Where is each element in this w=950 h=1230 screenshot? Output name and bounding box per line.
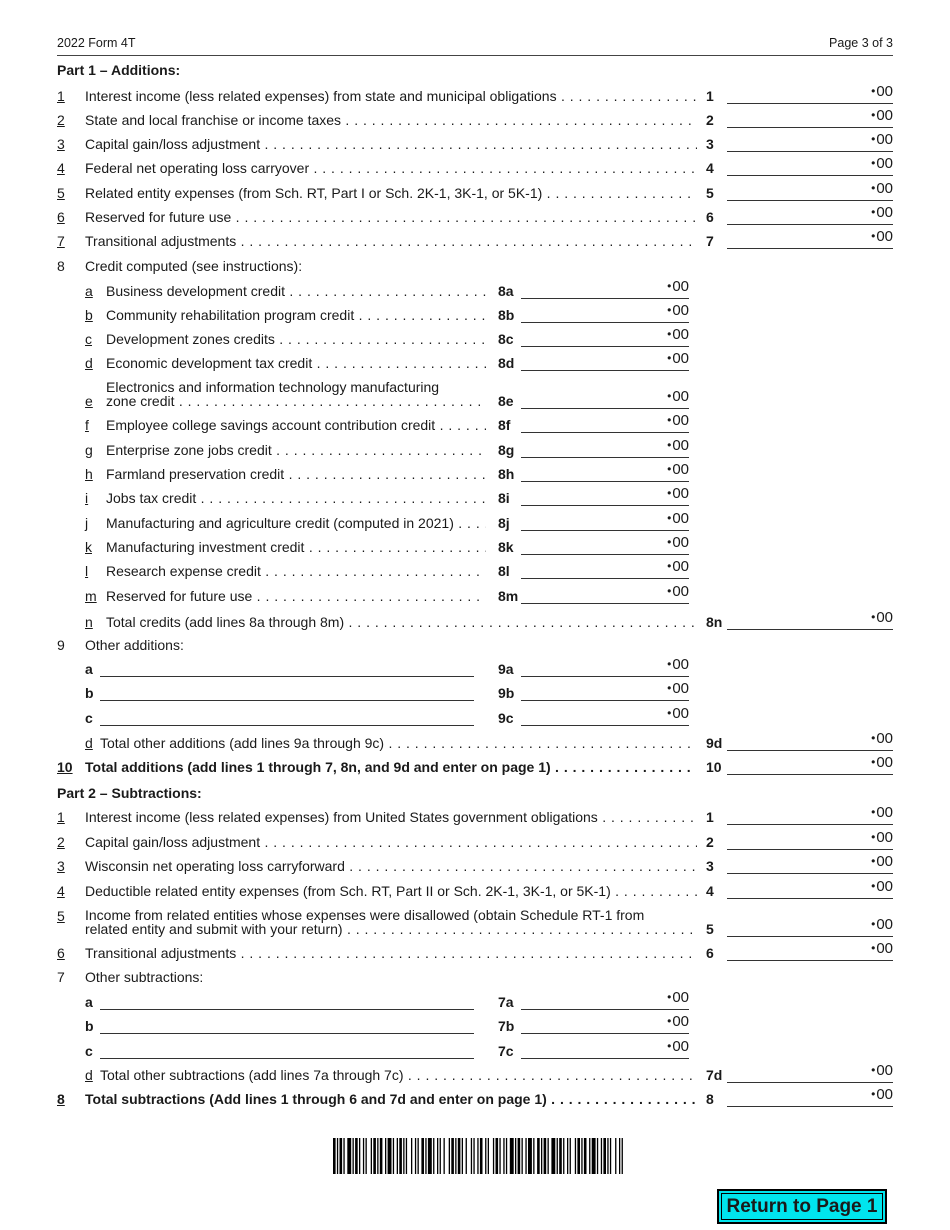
- line-7d-amount-field[interactable]: [727, 1065, 893, 1083]
- part2-line-5-amount-field[interactable]: [727, 919, 893, 937]
- line-8e: [0, 379, 950, 413]
- line-8n: [0, 609, 950, 634]
- line-7b-amount-field[interactable]: [521, 1016, 689, 1034]
- sub-line-label: a: [85, 661, 93, 677]
- line-number: 8h: [498, 466, 515, 482]
- line-8h: [0, 461, 950, 486]
- line-number: 2: [706, 112, 714, 128]
- line-9d-amount-field[interactable]: [727, 733, 893, 751]
- line-8k: [0, 534, 950, 559]
- line-number: 1: [706, 88, 714, 104]
- line-8d: [0, 350, 950, 375]
- line-8c: [0, 326, 950, 351]
- line-9a-description-field[interactable]: [100, 660, 474, 677]
- cents-label: • 00: [667, 412, 689, 429]
- line-label: 5: [57, 185, 65, 201]
- form-title: 2022 Form 4T: [57, 36, 136, 50]
- line-label: 3: [57, 136, 65, 152]
- line-9b: [0, 680, 950, 705]
- line-label: 7: [57, 969, 65, 985]
- part1-line-4-amount-field[interactable]: [727, 158, 893, 176]
- part2-line-3-amount-field[interactable]: [727, 856, 893, 874]
- part1-line-1: [0, 83, 950, 108]
- line-9c: [0, 705, 950, 730]
- sub-line-label: j: [85, 515, 89, 531]
- line-description: Interest income (less related expenses) from United States government obligations . . .: [85, 809, 697, 825]
- line-8-header: 8 Credit computed (see instructions):: [57, 258, 303, 274]
- line-number: 7b: [498, 1018, 515, 1034]
- cents-label: • 00: [871, 804, 893, 821]
- line-number: 5: [706, 185, 714, 201]
- line-8g-amount-field[interactable]: [521, 440, 689, 458]
- cents-label: • 00: [667, 558, 689, 575]
- part1-line-3-amount-field[interactable]: [727, 134, 893, 152]
- line-8i: [0, 485, 950, 510]
- part2-line-7-header: [0, 969, 950, 989]
- part1-line-5: [0, 180, 950, 205]
- line-description: Electronics and information technology manufacturing: [106, 379, 440, 395]
- line-8f: [0, 412, 950, 437]
- cents-label: • 00: [667, 656, 689, 673]
- line-description: related entity and submit with your return) . . .: [85, 921, 697, 937]
- part2-line-4: [0, 878, 950, 903]
- line-number: 8i: [498, 490, 510, 506]
- cents-label: • 00: [667, 510, 689, 527]
- cents-label: • 00: [667, 302, 689, 319]
- line-description: Jobs tax credit . . .: [106, 490, 486, 506]
- sub-line-label: h: [85, 466, 93, 482]
- line-description: Related entity expenses (from Sch. RT, Part I or Sch. 2K-1, 3K-1, or 5K-1) . . .: [85, 185, 697, 201]
- line-8d-amount-field[interactable]: [521, 353, 689, 371]
- line-description: Farmland preservation credit . . .: [106, 466, 486, 482]
- sub-line-label: d: [85, 735, 93, 751]
- part1-line-7-amount-field[interactable]: [727, 231, 893, 249]
- line-number: 8g: [498, 442, 515, 458]
- part2-line-4-amount-field[interactable]: [727, 881, 893, 899]
- line-description: Reserved for future use . . .: [106, 588, 486, 604]
- line-description: Other subtractions:: [85, 969, 204, 985]
- cents-label: • 00: [871, 730, 893, 747]
- line-7b: [0, 1013, 950, 1038]
- line-number: 6: [706, 945, 714, 961]
- cents-label: • 00: [871, 916, 893, 933]
- sub-line-label: e: [85, 393, 93, 409]
- sub-line-label: l: [85, 563, 89, 579]
- line-number: 8l: [498, 563, 510, 579]
- cents-label: • 00: [667, 1038, 689, 1055]
- line-8n-amount-field[interactable]: [727, 612, 893, 630]
- line-number: 8: [706, 1091, 714, 1107]
- cents-label: • 00: [871, 204, 893, 221]
- part2-line-5: [0, 907, 950, 941]
- line-label: 4: [57, 160, 65, 176]
- line-number: 7: [706, 233, 714, 249]
- line-number: 7a: [498, 994, 514, 1010]
- line-number: 7c: [498, 1043, 514, 1059]
- line-label: 1: [57, 88, 65, 104]
- line-9b-description-field[interactable]: [100, 684, 474, 701]
- line-number: 9c: [498, 710, 514, 726]
- line-8f-amount-field[interactable]: [521, 415, 689, 433]
- line-description: Total subtractions (Add lines 1 through 6 and 7d and enter on page 1) . . .: [85, 1091, 697, 1107]
- line-label: 8: [57, 1091, 65, 1107]
- line-number: 8e: [498, 393, 514, 409]
- line-number: 8c: [498, 331, 514, 347]
- sub-line-label: a: [85, 994, 93, 1010]
- line-number: 8d: [498, 355, 515, 371]
- line-label: 4: [57, 883, 65, 899]
- cents-label: • 00: [667, 278, 689, 295]
- line-label: 5: [57, 908, 65, 924]
- part1-line-6-amount-field[interactable]: [727, 207, 893, 225]
- cents-label: • 00: [871, 853, 893, 870]
- line-7a: [0, 989, 950, 1014]
- part1-line-3: [0, 131, 950, 156]
- part1-line-2: [0, 107, 950, 132]
- line-description: Employee college savings account contribution credit . . .: [106, 417, 486, 433]
- cents-label: • 00: [871, 829, 893, 846]
- cents-label: • 00: [667, 534, 689, 551]
- line-8k-amount-field[interactable]: [521, 537, 689, 555]
- part2-line-1-amount-field[interactable]: [727, 807, 893, 825]
- cents-label: • 00: [667, 583, 689, 600]
- sub-line-label: k: [85, 539, 92, 555]
- line-7d: [0, 1062, 950, 1087]
- cents-label: • 00: [871, 878, 893, 895]
- line-8e-amount-field[interactable]: [521, 391, 689, 409]
- line-8c-amount-field[interactable]: [521, 329, 689, 347]
- line-8a-amount-field[interactable]: [521, 281, 689, 299]
- cents-label: • 00: [667, 388, 689, 405]
- line-number: 6: [706, 209, 714, 225]
- line-number: 3: [706, 136, 714, 152]
- part2-line-6: [0, 940, 950, 965]
- line-description: Reserved for future use . . .: [85, 209, 697, 225]
- barcode: [333, 1138, 623, 1174]
- line-number: 5: [706, 921, 714, 937]
- cents-label: • 00: [667, 461, 689, 478]
- line-8l-amount-field[interactable]: [521, 561, 689, 579]
- cents-label: • 00: [871, 83, 893, 100]
- line-9c-description-field[interactable]: [100, 709, 474, 726]
- part2-line-8: [0, 1086, 950, 1111]
- part2-title: Part 2 – Subtractions:: [57, 785, 202, 801]
- line-8j: [0, 510, 950, 535]
- line-description: Business development credit . . .: [106, 283, 486, 299]
- line-7c: [0, 1038, 950, 1063]
- page-header: [57, 36, 893, 56]
- line-description: Interest income (less related expenses) from state and municipal obligations . . .: [85, 88, 697, 104]
- cents-label: • 00: [871, 228, 893, 245]
- line-label: 3: [57, 858, 65, 874]
- part2-line-3: [0, 853, 950, 878]
- line-number: 1: [706, 809, 714, 825]
- line-7c-amount-field[interactable]: [521, 1041, 689, 1059]
- page-number: Page 3 of 3: [829, 36, 893, 50]
- cents-label: • 00: [667, 705, 689, 722]
- line-label: 10: [57, 759, 73, 775]
- sub-line-label: c: [85, 331, 92, 347]
- cents-label: • 00: [871, 940, 893, 957]
- line-description: Manufacturing investment credit . . .: [106, 539, 486, 555]
- line-8g: [0, 437, 950, 462]
- line-number: 9b: [498, 685, 515, 701]
- part1-line-4: [0, 155, 950, 180]
- part1-line-2-amount-field[interactable]: [727, 110, 893, 128]
- line-description: Research expense credit . . .: [106, 563, 486, 579]
- sub-line-label: a: [85, 283, 93, 299]
- sub-line-label: m: [85, 588, 97, 604]
- line-8b-amount-field[interactable]: [521, 305, 689, 323]
- line-description: Total credits (add lines 8a through 8m) . . .: [106, 614, 697, 630]
- line-number: 8f: [498, 417, 511, 433]
- line-8a: [0, 278, 950, 303]
- sub-line-label: i: [85, 490, 89, 506]
- cents-label: • 00: [871, 1062, 893, 1079]
- line-description: Total other subtractions (add lines 7a through 7c) . . .: [100, 1067, 697, 1083]
- line-9c-amount-field[interactable]: [521, 708, 689, 726]
- cents-label: • 00: [667, 350, 689, 367]
- line-9a-amount-field[interactable]: [521, 659, 689, 677]
- cents-label: • 00: [871, 609, 893, 626]
- cents-label: • 00: [667, 680, 689, 697]
- part1-line-6: [0, 204, 950, 229]
- sub-line-label: d: [85, 355, 93, 371]
- cents-label: • 00: [667, 1013, 689, 1030]
- line-description: Economic development tax credit . . .: [106, 355, 486, 371]
- line-number: 8k: [498, 539, 514, 555]
- line-8m-amount-field[interactable]: [521, 586, 689, 604]
- line-number: 8b: [498, 307, 515, 323]
- line-number: 8a: [498, 283, 514, 299]
- line-description: Deductible related entity expenses (from Sch. RT, Part II or Sch. 2K-1, 3K-1, or 5K-1) . . .: [85, 883, 697, 899]
- line-number: 8n: [706, 614, 723, 630]
- part2-line-2-amount-field[interactable]: [727, 832, 893, 850]
- cents-label: • 00: [667, 485, 689, 502]
- line-number: 10: [706, 759, 722, 775]
- line-description: Capital gain/loss adjustment . . .: [85, 136, 697, 152]
- line-7c-description-field[interactable]: [100, 1042, 474, 1059]
- cents-label: • 00: [667, 437, 689, 454]
- sub-line-label: b: [85, 685, 94, 701]
- line-8m: [0, 583, 950, 608]
- line-9-header: 9 Other additions:: [57, 637, 184, 653]
- sub-line-label: n: [85, 614, 93, 630]
- sub-line-label: c: [85, 1043, 93, 1059]
- line-label: 6: [57, 945, 65, 961]
- line-number: 9a: [498, 661, 514, 677]
- cents-label: • 00: [667, 326, 689, 343]
- line-description: Community rehabilitation program credit . . .: [106, 307, 486, 323]
- part2-line-2: [0, 829, 950, 854]
- part1-title: Part 1 – Additions:: [57, 62, 181, 78]
- line-description: Transitional adjustments . . .: [85, 945, 697, 961]
- cents-label: • 00: [871, 180, 893, 197]
- line-7a-amount-field[interactable]: [521, 992, 689, 1010]
- cents-label: • 00: [871, 107, 893, 124]
- line-description: Manufacturing and agriculture credit (computed in 2021) . . .: [106, 515, 486, 531]
- line-description: Development zones credits . . .: [106, 331, 486, 347]
- line-9a: [0, 656, 950, 681]
- line-label: 7: [57, 233, 65, 249]
- sub-line-label: g: [85, 442, 93, 458]
- line-8j-amount-field[interactable]: [521, 513, 689, 531]
- part2-line-6-amount-field[interactable]: [727, 943, 893, 961]
- line-number: 4: [706, 160, 714, 176]
- line-label: 1: [57, 809, 65, 825]
- line-label: 2: [57, 112, 65, 128]
- sub-line-label: c: [85, 710, 93, 726]
- line-8i-amount-field[interactable]: [521, 488, 689, 506]
- line-number: 4: [706, 883, 714, 899]
- line-10: [0, 754, 950, 779]
- line-number: 8j: [498, 515, 510, 531]
- line-description: Federal net operating loss carryover . . .: [85, 160, 697, 176]
- sub-line-label: b: [85, 307, 93, 323]
- line-8l: [0, 558, 950, 583]
- cents-label: • 00: [871, 155, 893, 172]
- part2-line-8-amount-field[interactable]: [727, 1089, 893, 1107]
- cents-label: • 00: [871, 1086, 893, 1103]
- sub-line-label: f: [85, 417, 89, 433]
- cents-label: • 00: [871, 754, 893, 771]
- line-label: 6: [57, 209, 65, 225]
- line-label: 2: [57, 834, 65, 850]
- line-description: Total additions (add lines 1 through 7, 8n, and 9d and enter on page 1) . . .: [85, 759, 693, 775]
- line-10-amount-field[interactable]: [727, 757, 893, 775]
- part2-line-1: [0, 804, 950, 829]
- return-to-page-1-button[interactable]: Return to Page 1: [717, 1189, 887, 1224]
- part1-line-1-amount-field[interactable]: [727, 86, 893, 104]
- sub-line-label: d: [85, 1067, 93, 1083]
- line-description: State and local franchise or income taxes . . .: [85, 112, 697, 128]
- line-9d: [0, 730, 950, 755]
- line-description: Total other additions (add lines 9a through 9c) . . .: [100, 735, 697, 751]
- part1-line-7: [0, 228, 950, 253]
- line-7b-description-field[interactable]: [100, 1017, 474, 1034]
- line-number: 9d: [706, 735, 723, 751]
- cents-label: • 00: [871, 131, 893, 148]
- line-description: Enterprise zone jobs credit . . .: [106, 442, 486, 458]
- line-description: Transitional adjustments . . .: [85, 233, 697, 249]
- line-description: Capital gain/loss adjustment . . .: [85, 834, 697, 850]
- line-description: zone credit . . .: [106, 393, 486, 409]
- line-description: Income from related entities whose expenses were disallowed (obtain Schedule RT-1 from: [85, 907, 645, 923]
- line-description: Wisconsin net operating loss carryforward . . .: [85, 858, 697, 874]
- line-8b: [0, 302, 950, 327]
- line-number: 8m: [498, 588, 519, 604]
- line-number: 7d: [706, 1067, 723, 1083]
- cents-label: • 00: [667, 989, 689, 1006]
- sub-line-label: b: [85, 1018, 94, 1034]
- line-8h-amount-field[interactable]: [521, 464, 689, 482]
- part1-line-5-amount-field[interactable]: [727, 183, 893, 201]
- line-7a-description-field[interactable]: [100, 993, 474, 1010]
- line-9b-amount-field[interactable]: [521, 683, 689, 701]
- line-number: 2: [706, 834, 714, 850]
- line-number: 3: [706, 858, 714, 874]
